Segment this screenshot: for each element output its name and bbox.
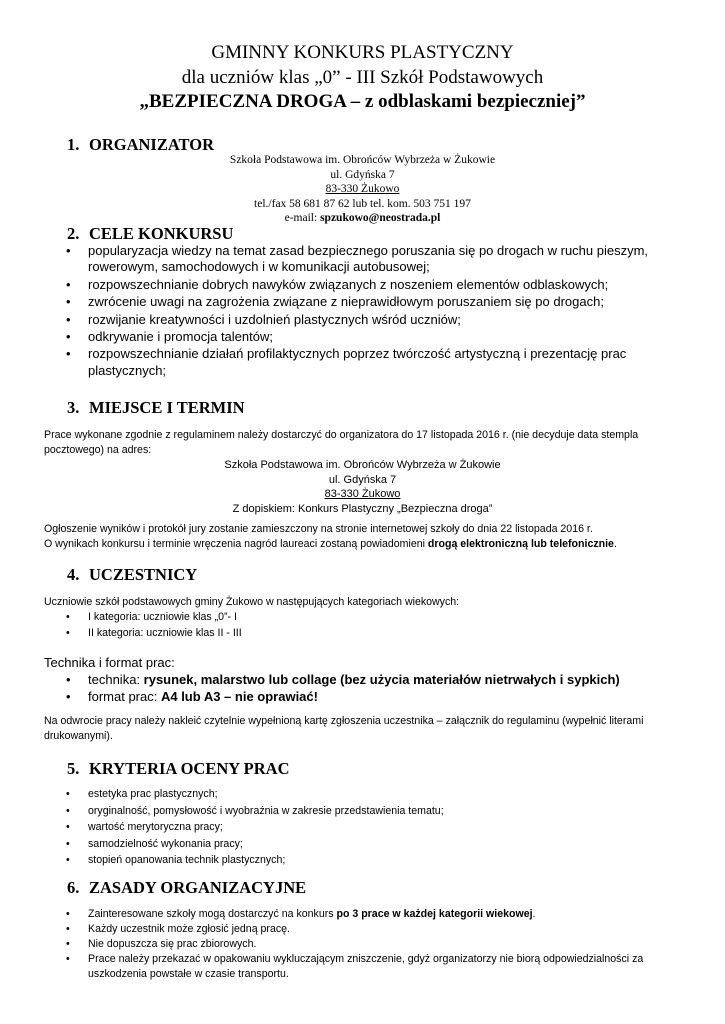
bullet-icon: •	[66, 804, 70, 817]
section-heading-criteria	[67, 759, 290, 779]
organizer-school: Szkoła Podstawowa im. Obrońców Wybrzeża w Żukowie	[229, 154, 496, 166]
list-item-end: .	[532, 908, 536, 920]
bullet-icon: •	[66, 611, 70, 623]
bullet-icon: •	[66, 923, 70, 935]
section-title: ZASADY ORGANIZACYJNE	[89, 878, 307, 897]
list-item-text: Zainteresowane szkoły mogą dostarczyć na konkurs	[88, 908, 337, 920]
organizer-phone: tel./fax 58 681 87 62 lub tel. kom. 503 751 197	[254, 197, 471, 210]
bullet-icon: •	[66, 837, 70, 850]
list-item	[66, 787, 444, 802]
bullet-icon: •	[66, 626, 70, 639]
section-number: 4.	[67, 565, 80, 584]
organizer-email-label: e-mail:	[284, 212, 321, 224]
place-street: ul. Gdyńska 7	[328, 473, 397, 486]
rules-list	[66, 907, 688, 982]
list-item-text: Prace należy przekazać w opakowaniu wykluczającym zniszczenie, gdyż organizatorzy nie biorą odpowiedzialności za uszkodzenia powstałe w czasie transportu.	[88, 953, 644, 980]
list-item	[66, 853, 444, 868]
organizer-email-link[interactable]: spzukowo@neostrada.pl	[320, 212, 441, 224]
results-notification	[44, 537, 704, 552]
section-title: MIEJSCE I TERMIN	[89, 398, 245, 417]
section-number: 6.	[67, 878, 80, 897]
list-item	[66, 820, 444, 835]
section-title: CELE KONKURSU	[89, 224, 234, 243]
section-heading-goals	[67, 224, 233, 244]
list-item	[66, 907, 688, 922]
section-heading-participants	[67, 565, 197, 585]
place-results	[44, 522, 704, 552]
doc-title-line3: „BEZPIECZNA DROGA – z odblaskami bezpieczniej”	[139, 91, 586, 112]
list-item-text: Każdy uczestnik może zgłosić jedną pracę.	[88, 923, 290, 935]
list-item	[66, 952, 688, 981]
section-number: 1.	[67, 135, 80, 154]
format-label: format prac:	[88, 689, 161, 704]
goals-list	[66, 243, 698, 380]
list-item	[66, 671, 620, 688]
section-heading-rules	[67, 878, 306, 898]
bullet-icon: •	[66, 329, 71, 345]
list-item	[66, 243, 698, 276]
section-number: 3.	[67, 398, 80, 417]
list-item-text: II kategoria: uczniowie klas II - III	[88, 626, 242, 639]
organizer-address	[0, 153, 725, 226]
results-notification-text: O wynikach konkursu i terminie wręczenia nagród laureaci zostaną powiadomieni	[44, 537, 428, 550]
bullet-icon: •	[66, 953, 70, 965]
list-item-text: odkrywanie i promocja talentów;	[88, 329, 273, 345]
bullet-icon: •	[66, 311, 71, 327]
list-item	[66, 804, 444, 819]
list-item	[66, 276, 698, 293]
place-intro: Prace wykonane zgodnie z regulaminem należy dostarczyć do organizatora do 17 listopada 2016 r. (nie decyduje data stempla pocztowego) na adres:	[44, 429, 639, 456]
list-item	[66, 329, 698, 345]
list-item	[66, 626, 242, 642]
list-item	[66, 294, 698, 310]
place-address	[0, 458, 725, 516]
section-heading-place	[67, 398, 245, 418]
organizer-street: ul. Gdyńska 7	[330, 168, 395, 181]
place-school: Szkoła Podstawowa im. Obrońców Wybrzeża w Żukowie	[224, 459, 501, 471]
list-item-text: rozwijanie kreatywności i uzdolnień plastycznych wśród uczniów;	[88, 311, 461, 327]
doc-title-line2: dla uczniów klas „0” - III Szkół Podstawowych	[181, 67, 544, 88]
list-item-bold: po 3 prace w każdej kategorii wiekowej	[336, 908, 533, 920]
bullet-icon: •	[66, 938, 70, 950]
list-item	[66, 311, 698, 328]
bullet-icon: •	[66, 243, 71, 258]
results-notification-bold: drogą elektroniczną lub telefonicznie	[427, 537, 614, 550]
list-item-text: popularyzacja wiedzy na temat zasad bezpiecznego poruszania się po drogach w ruchu pieszym, rowerowym, samochodowych i w komunikacji autobusowej;	[88, 243, 649, 275]
bullet-icon: •	[66, 276, 71, 292]
format-value: A4 lub A3 – nie oprawiać!	[160, 689, 318, 704]
list-item	[66, 937, 688, 952]
bullet-icon: •	[66, 346, 71, 362]
list-item-text: rozpowszechnianie działań profilaktycznych poprzez twórczość artystyczną i prezentację prac plastycznych;	[88, 346, 627, 378]
doc-title-line1: GMINNY KONKURS PLASTYCZNY	[211, 42, 514, 63]
section-number: 2.	[67, 224, 80, 243]
participants-note: Na odwrocie pracy należy nakleić czytelnie wypełnioną kartę zgłoszenia uczestnika – załącznik do regulaminu (wypełnić literami drukowanymi).	[44, 715, 644, 742]
technique-label: technika:	[88, 672, 144, 687]
section-title: KRYTERIA OCENY PRAC	[89, 759, 290, 778]
list-item	[66, 922, 688, 937]
technique-heading: Technika i format prac:	[44, 655, 175, 670]
list-item-text: stopień opanowania technik plastycznych;	[88, 854, 286, 866]
list-item	[66, 346, 698, 379]
list-item-text: rozpowszechnianie dobrych nawyków związanych z noszeniem elementów odblaskowych;	[88, 276, 609, 292]
bullet-icon: •	[66, 788, 70, 800]
list-item-text: Nie dopuszcza się prac zbiorowych.	[88, 938, 257, 950]
list-item-text: wartość merytoryczna pracy;	[88, 821, 223, 833]
section-title: UCZESTNICY	[89, 565, 198, 584]
list-item	[66, 610, 242, 626]
bullet-icon: •	[66, 908, 70, 920]
technique-value: rysunek, malarstwo lub collage (bez użycia materiałów nietrwałych i sypkich)	[143, 672, 620, 687]
place-note: Z dopiskiem: Konkurs Plastyczny „Bezpieczna droga”	[232, 502, 493, 515]
results-notification-end: .	[613, 537, 617, 550]
list-item	[66, 688, 620, 705]
organizer-postcode: 83-330 Żukowo	[325, 183, 400, 195]
list-item-text: samodzielność wykonania pracy;	[88, 837, 243, 850]
bullet-icon: •	[66, 854, 70, 866]
list-item-text: estetyka prac plastycznych;	[88, 788, 218, 800]
results-announcement: Ogłoszenie wyników i protokół jury zostanie zamieszczony na stronie internetowej szkoły do dnia 22 listopada 2016 r.	[44, 523, 593, 535]
bullet-icon: •	[66, 672, 71, 687]
bullet-icon: •	[66, 821, 70, 833]
bullet-icon: •	[66, 689, 71, 704]
list-item-text: zwrócenie uwagi na zagrożenia związane z nieprawidłowym poruszaniem się po drogach;	[88, 294, 604, 310]
section-number: 5.	[67, 759, 80, 778]
place-postcode: 83-330 Żukowo	[324, 488, 401, 500]
section-heading-organizer	[67, 135, 214, 155]
participants-intro: Uczniowie szkół podstawowych gminy Żukowo w następujących kategoriach wiekowych:	[44, 596, 460, 608]
section-title: ORGANIZATOR	[89, 135, 214, 154]
bullet-icon: •	[66, 294, 71, 310]
list-item	[66, 837, 444, 852]
categories-list	[66, 610, 242, 641]
criteria-list	[66, 787, 444, 870]
list-item-text: I kategoria: uczniowie klas „0”- I	[88, 611, 237, 623]
list-item-text: oryginalność, pomysłowość i wyobraźnia w zakresie przedstawienia tematu;	[88, 804, 444, 817]
technique-list	[66, 671, 620, 705]
